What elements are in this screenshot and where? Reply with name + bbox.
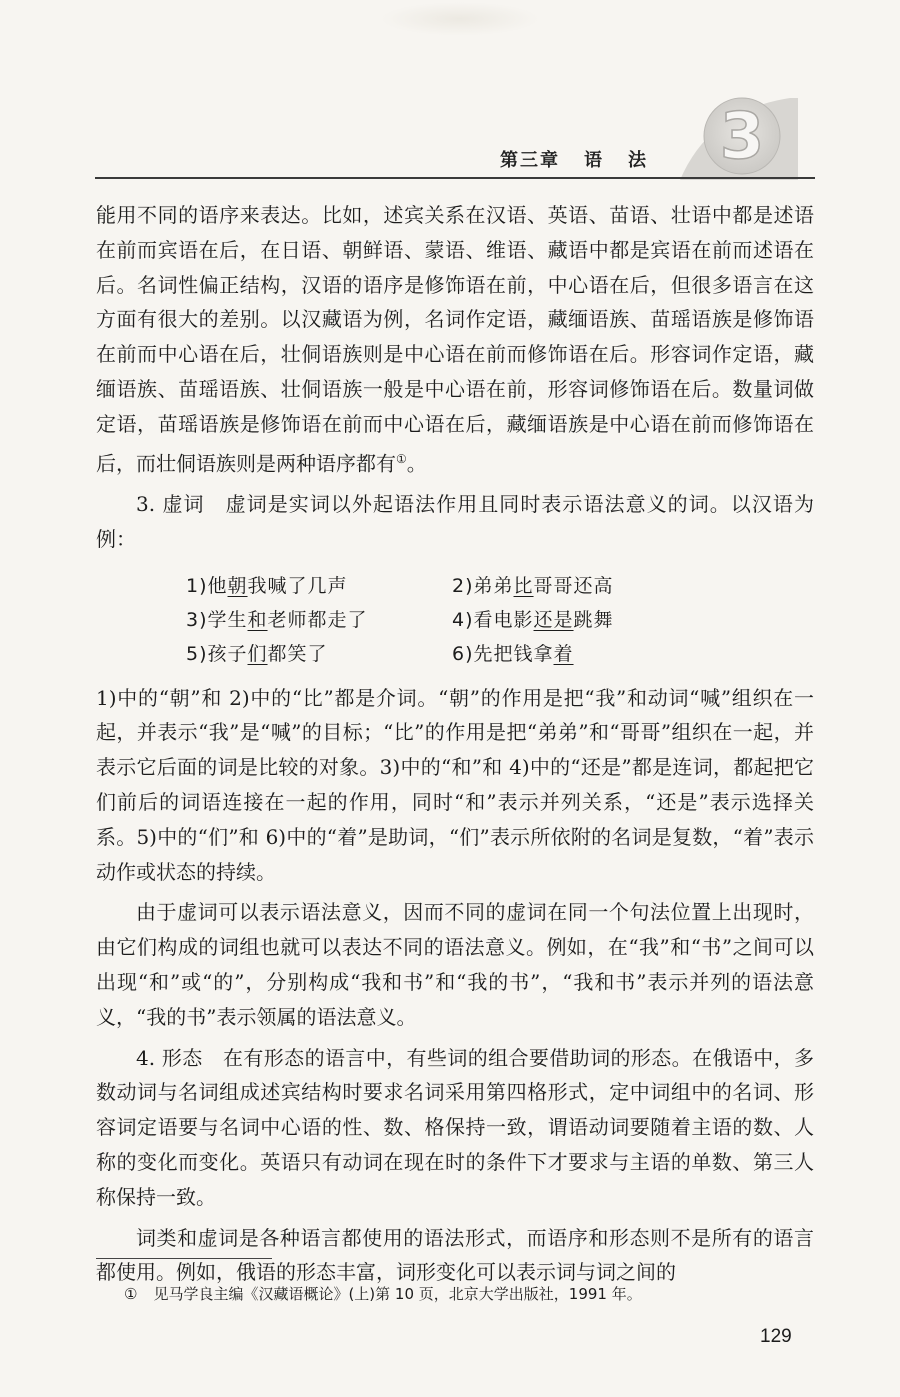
example-3: 3)学生和老师都走了 [186, 608, 368, 631]
example-6: 6)先把钱拿着 [452, 642, 574, 665]
section-char-2: 法 [628, 150, 648, 171]
paragraph-4: 由于虚词可以表示语法意义，因而不同的虚词在同一个句法位置上出现时，由它们构成的词组也就可以表达不同的语法意义。例如，在“我”和“书”之间可以出现“和”或“的”，分别构成“我和书”和“我的书”，“我和书”表示并列的语法意义，“我的书”表示领属的语法意义。 [96, 900, 814, 1029]
example-4: 4)看电影还是跳舞 [452, 608, 614, 631]
chapter-header [500, 146, 648, 172]
section-char-1: 语 [584, 150, 604, 171]
chapter-label: 第三章 [500, 150, 560, 171]
footnote-rule [96, 1258, 272, 1259]
footnote-ref[interactable]: ① [396, 451, 407, 466]
footnote-text: 见马学良主编《汉藏语概论》(上)第 10 页，北京大学出版社，1991 年。 [153, 1285, 642, 1303]
paragraph-3: 1)中的“朝”和 2)中的“比”都是介词。“朝”的作用是把“我”和动词“喊”组织在一起，并表示“我”是“喊”的目标；“比”的作用是把“弟弟”和“哥哥”组织在一起，并表示它后面的词是比较的对象。3)中的“和”和 4)中的“还是”都是连词，都起把它们前后的词语连接在一起的作用，同时“和”表示并列关系，“还是”表示选择关系。5)中的“们”和 6)中的“着”是助词，“们”表示所依附的名词是复数，“着”表示动作或状态的持续。 [96, 685, 814, 884]
body-text [96, 198, 814, 1290]
example-5: 5)孩子们都笑了 [186, 642, 328, 665]
example-2: 2)弟弟比哥哥还高 [452, 574, 614, 597]
paragraph-1 [96, 198, 814, 481]
example-list [96, 561, 814, 673]
paragraph-1-end: 。 [406, 451, 427, 476]
page-number: 129 [760, 1326, 792, 1347]
paragraph-6: 词类和虚词是各种语言都使用的语法形式，而语序和形态则不是所有的语言都使用。例如，俄语的形态丰富，词形变化可以表示词与词之间的 [96, 1225, 814, 1285]
example-1: 1)他朝我喊了几声 [186, 574, 348, 597]
top-smudge [380, 2, 540, 36]
paragraph-2: 3. 虚词 虚词是实词以外起语法作用且同时表示语法意义的词。以汉语为例： [96, 492, 814, 551]
paragraph-1-text: 能用不同的语序来表达。比如，述宾关系在汉语、英语、苗语、壮语中都是述语在前而宾语在后，在日语、朝鲜语、蒙语、维语、藏语中都是宾语在前而述语在后。名词性偏正结构，汉语的语序是修饰语在前，中心语在后，但很多语言在这方面有很大的差别。以汉藏语为例，名词作定语，藏缅语族、苗瑶语族是修饰语在前而中心语在后，壮侗语族则是中心语在前而修饰语在后。形容词作定语，藏缅语族、苗瑶语族、壮侗语族一般是中心语在前，形容词修饰语在后。数量词做定语，苗瑶语族是修饰语在前而中心语在后，藏缅语族是中心语在前而修饰语在后，而壮侗语族则是两种语序都有 [96, 203, 814, 476]
paragraph-5: 4. 形态 在有形态的语言中，有些词的组合要借助词的形态。在俄语中，多数动词与名词组成述宾结构时要求名词采用第四格形式，定中词组中的名词、形容词定语要与名词中心语的性、数、格保持一致，谓语动词要随着主语的数、人称的变化而变化。英语只有动词在现在时的条件下才要求与主语的单数、第三人称保持一致。 [96, 1045, 814, 1209]
footnote [124, 1283, 642, 1304]
chapter-number-text: 3 [719, 100, 765, 174]
chapter-number-badge [680, 92, 810, 187]
header-rule [95, 177, 815, 179]
footnote-mark: ① [124, 1285, 138, 1303]
